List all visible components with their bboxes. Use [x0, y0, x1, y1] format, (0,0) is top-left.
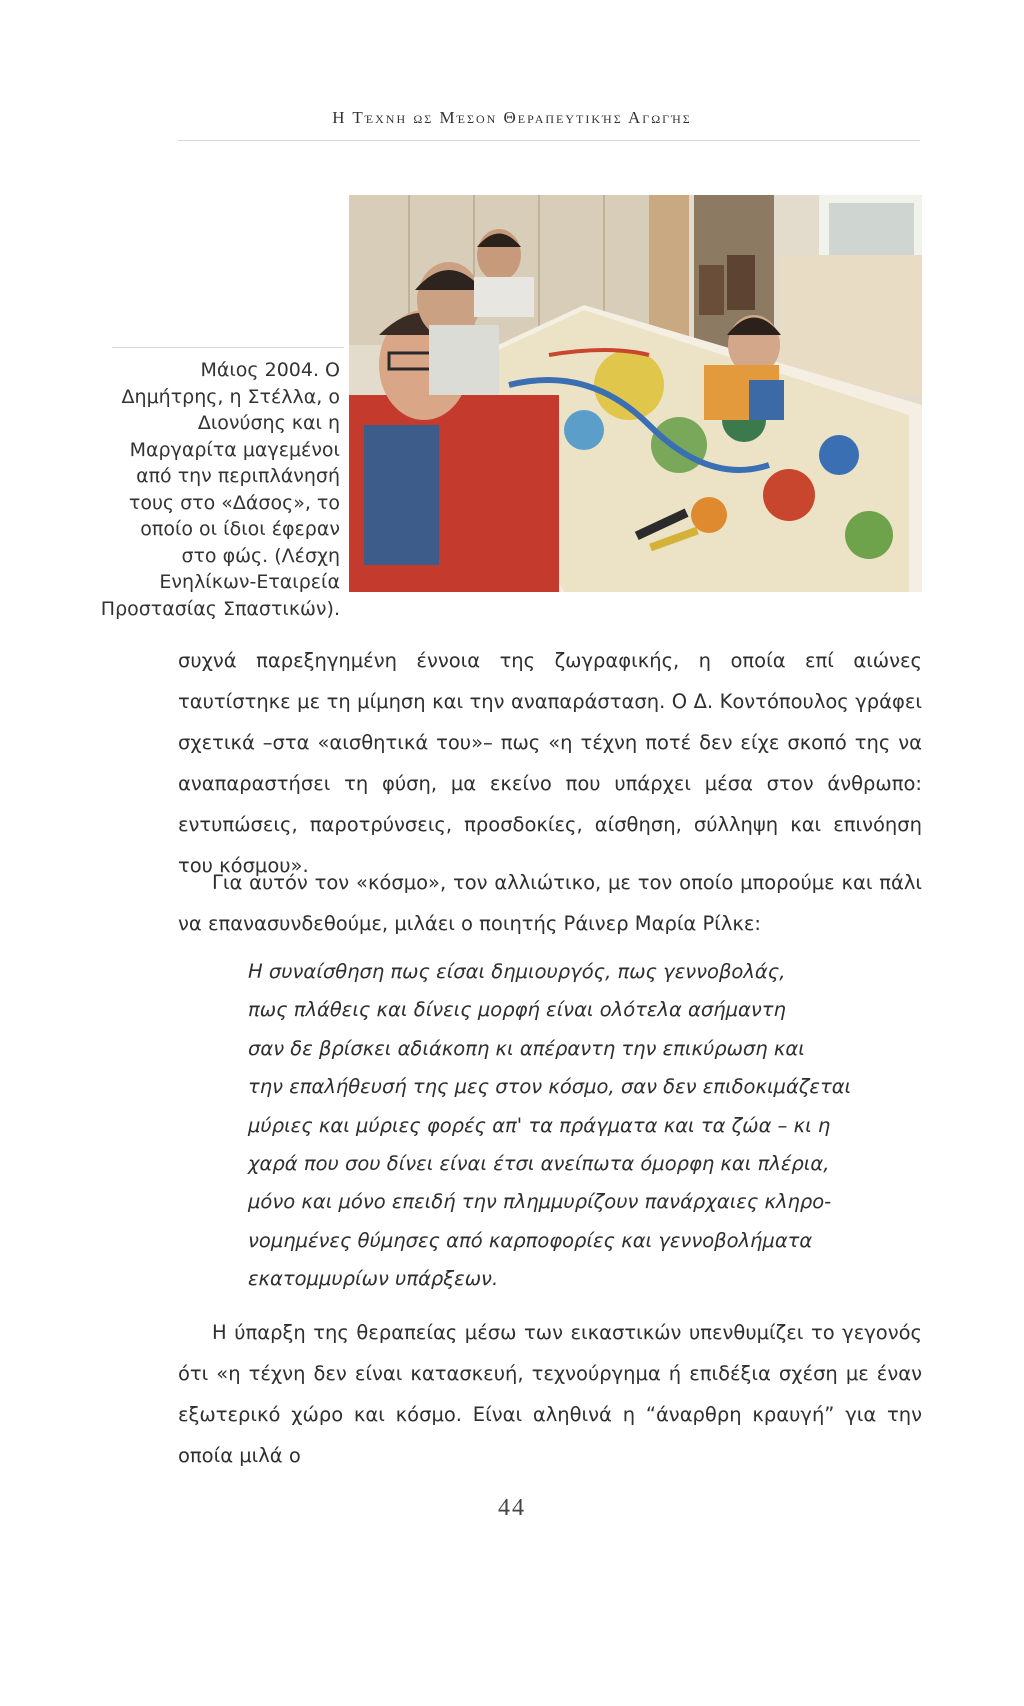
header-divider	[178, 140, 920, 141]
poem-line: σαν δε βρίσκει αδιάκοπη κι απέραντη την επικύρωση και	[248, 1036, 805, 1060]
poem-line: νομημένες θύμησες από καρποφορίες και γεννοβολήματα	[248, 1228, 813, 1252]
poem-line: μόνο και μόνο επειδή την πλημμυρίζουν πανάρχαιες κληρο-	[248, 1190, 832, 1214]
poem-line: εκατομμυρίων υπάρξεων.	[248, 1267, 499, 1291]
caption-divider	[112, 347, 344, 348]
poem-line: μύριες και μύριες φορές απ' τα πράγματα και τα ζώα – κι η	[248, 1113, 831, 1137]
poem-quote	[248, 953, 868, 1299]
body-paragraph-2: Για αυτόν τον «κόσμο», τον αλλιώτικο, με τον οποίο μπορούμε και πάλι να επανασυνδεθούμε, μιλάει ο ποιητής Ράινερ Μαρία Ρίλκε:	[178, 871, 922, 935]
body-paragraph-1: συχνά παρεξηγημένη έννοια της ζωγραφικής, η οποία επί αιώνες ταυτίστηκε με τη μίμηση και την αναπαράσταση. Ο Δ. Κοντόπουλος γράφει σχετικά –στα «αισθητικά του»– πως «η τέχνη ποτέ δεν είχε σκοπό της να αναπαραστήσει τη φύση, μα εκείνο που υπάρχει μέσα στον άνθρωπο: εντυπώσεις, παροτρύνσεις, προσδοκίες, αίσθηση, σύλληψη και επινόηση του κόσμου».	[178, 649, 922, 877]
running-header: Η Τέχνη ως Μέσον Θεραπευτικής Αγωγής	[332, 108, 692, 127]
poem-line: χαρά που σου δίνει είναι έτσι ανείπωτα όμορφη και πλέρια,	[248, 1152, 830, 1176]
body-paragraph-3: Η ύπαρξη της θεραπείας μέσω των εικαστικών υπενθυμίζει το γεγονός ότι «η τέχνη δεν είναι κατασκευή, τεχνούργημα ή επιδέξια σχέση με έναν εξωτερικό χώρο και κόσμο. Είναι αληθινά η “άναρθρη κραυγή” για την οποία μιλά ο	[178, 1321, 922, 1467]
page-number: 44	[498, 1495, 526, 1521]
poem-line: Η συναίσθηση πως είσαι δημιουργός, πως γεννοβολάς,	[248, 960, 786, 983]
figure-caption: Μάιος 2004. Ο Δημήτρης, η Στέλλα, ο Διονύσης και η Μαργαρίτα μαγεμένοι από την περιπλάνησή τους στο «Δάσος», το οποίο οι ίδιοι έφεραν στο φώς. (Λέσχη Ενηλίκων-Εταιρεία Προστασίας Σπαστικών).	[100, 359, 340, 620]
poem-line: την επαλήθευσή της μες στον κόσμο, σαν δεν επιδοκιμάζεται	[248, 1075, 852, 1099]
figure-photo	[349, 195, 922, 592]
poem-line: πως πλάθεις και δίνεις μορφή είναι ολότελα ασήμαντη	[248, 998, 786, 1022]
